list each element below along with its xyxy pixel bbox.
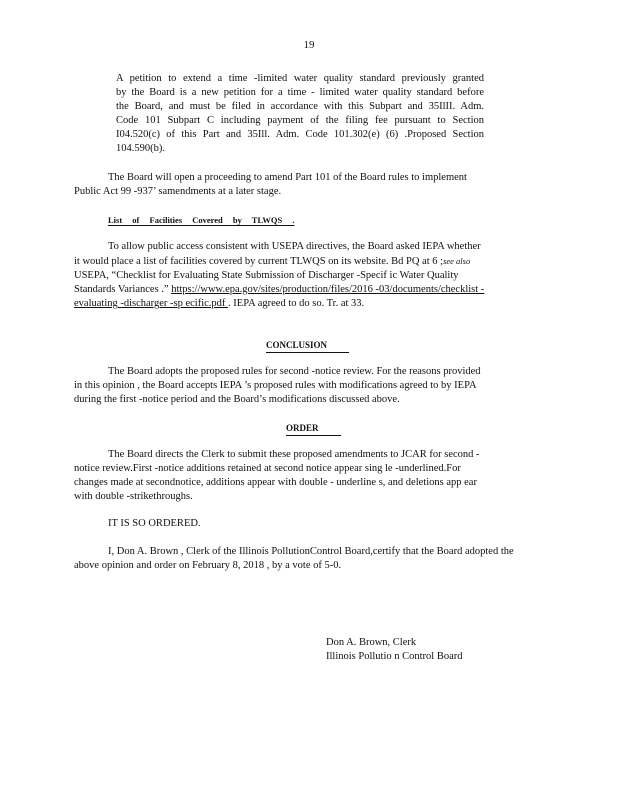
petition-paragraph [116,72,484,156]
signer-organization: Illinois Pollutio n Control Board [326,651,463,662]
signature-block [326,636,463,664]
epa-checklist-link-continued[interactable]: evaluating -discharger -sp ecific.pdf [74,298,229,309]
proceeding-paragraph [74,171,532,199]
text-line: To allow public access consistent with USEPA directives, the Board asked IEPA whether [108,241,481,252]
text-line: I04.520(c) of this Part and 35Ill. Adm. Code 101.302(e) (6) .Proposed Section [116,129,484,140]
conclusion-paragraph [74,365,534,407]
text-line: The Board will open a proceeding to amend Part 101 of the Board rules to implement [108,172,467,183]
text-line: 104.590(b). [116,143,165,154]
page-number: 19 [303,39,315,51]
public-access-paragraph [74,240,540,311]
text-line: The Board adopts the proposed rules for second -notice review. For the reasons provided [108,366,481,377]
text-line: it would place a list of facilities covered by current TLWQS on its website. Bd PQ at 6 ;see also [74,256,471,267]
text-line: Public Act 99 -937’ samendments at a later stage. [74,186,282,197]
epa-checklist-link[interactable]: https://www.epa.gov/sites/production/files/2016 -03/documents/checklist - [171,284,485,295]
text-line: with double -strikethroughs. [74,491,193,502]
text-line: evaluating -discharger -sp ecific.pdf . IEPA agreed to do so. Tr. at 33. [74,298,365,309]
certification-paragraph [74,545,536,573]
text-line: I, Don A. Brown , Clerk of the Illinois PollutionControl Board,certify that the Board [108,546,463,557]
order-paragraph [74,448,536,504]
text-line: notice review.First -notice additions retained at second notice appear sing le -underlined.For [74,463,461,474]
signer-name: Don A. Brown, Clerk [326,637,417,648]
order-heading: ORDER [286,421,341,436]
so-ordered-line: IT IS SO ORDERED. [108,518,201,529]
text-line: in this opinion , the Board accepts IEPA ’s proposed rules with modifications agreed to by IEPA [74,380,477,391]
text-line: Standards Variances .” https://www.epa.gov/sites/production/files/2016 -03/documents/checklist - [74,284,485,295]
text-line: A petition to extend a time -limited water quality standard previously granted [116,73,484,84]
text-line: the Board, and must be filed in accordance with this Subpart and 35IlII. Adm. [116,101,484,112]
conclusion-heading: CONCLUSION [266,338,349,353]
citation-signal: see also [443,256,471,266]
text-line: The Board directs the Clerk to submit these proposed amendments to JCAR for second - [108,449,480,460]
text-line: USEPA, “Checklist for Evaluating State Submission of Discharger -Specif ic Water Quality [74,270,459,281]
text-line: Code 101 Subpart C including payment of the filing fee pursuant to Section [116,115,484,126]
text-line: during the first -notice period and the Board’s modifications discussed above. [74,394,400,405]
text-line: by the Board is a new petition for a time - limited water quality standard before [116,87,484,98]
text-line: adopted the above opinion and order on February 8, 2018 , by a vote of 5-0. [74,546,514,571]
text-line: changes made at secondnotice, additions appear with double - underline s, and deletions app ear [74,477,477,488]
facilities-subheading: List of Facilities Covered by TLWQS . [108,215,295,225]
